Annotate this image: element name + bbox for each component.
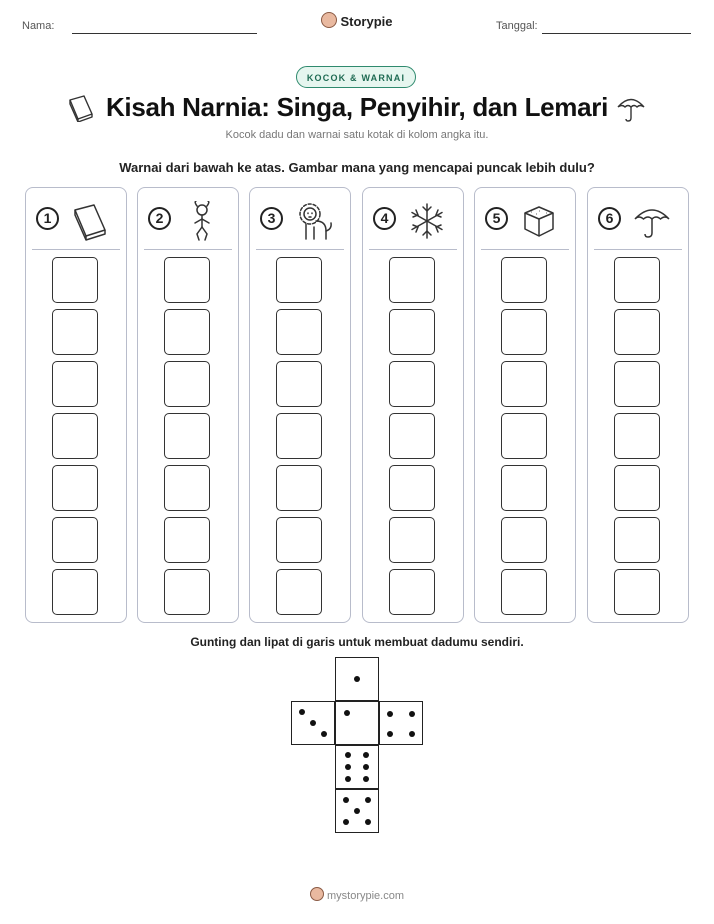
activity-badge: KOCOK & WARNAI [296, 66, 416, 88]
umbrella-icon [632, 201, 672, 241]
color-box[interactable] [52, 309, 98, 355]
color-box[interactable] [389, 569, 435, 615]
column-1 [25, 187, 127, 623]
color-box[interactable] [52, 517, 98, 563]
color-box[interactable] [614, 569, 660, 615]
brand-logo [0, 12, 714, 29]
color-box[interactable] [501, 257, 547, 303]
color-box[interactable] [614, 517, 660, 563]
color-box[interactable] [501, 361, 547, 407]
color-box[interactable] [501, 517, 547, 563]
turkish-delight-icon [519, 201, 559, 241]
color-box[interactable] [164, 361, 210, 407]
faun-icon [182, 201, 222, 241]
column-number: 5 [485, 207, 508, 230]
column-number: 3 [260, 207, 283, 230]
color-box[interactable] [276, 413, 322, 459]
date-line[interactable] [542, 33, 691, 34]
color-box[interactable] [614, 361, 660, 407]
color-box[interactable] [501, 569, 547, 615]
die-face-4 [379, 701, 423, 745]
color-box[interactable] [389, 361, 435, 407]
lion-icon [294, 201, 334, 241]
instruction-text: Warnai dari bawah ke atas. Gambar mana yang mencapai puncak lebih dulu? [119, 160, 595, 175]
color-box[interactable] [501, 309, 547, 355]
column-divider [594, 249, 682, 250]
color-box[interactable] [276, 257, 322, 303]
color-box[interactable] [501, 413, 547, 459]
color-box[interactable] [614, 413, 660, 459]
date-label: Tanggal: [496, 20, 538, 32]
column-4 [362, 187, 464, 623]
color-box[interactable] [52, 413, 98, 459]
storypie-mascot-icon [310, 887, 324, 901]
storypie-mascot-icon [321, 12, 337, 28]
column-number: 4 [373, 207, 396, 230]
column-2 [137, 187, 239, 623]
color-box[interactable] [389, 257, 435, 303]
snowflake-icon [407, 201, 447, 241]
color-box[interactable] [52, 257, 98, 303]
column-divider [256, 249, 344, 250]
color-box[interactable] [164, 465, 210, 511]
color-box[interactable] [614, 465, 660, 511]
color-box[interactable] [52, 569, 98, 615]
color-box[interactable] [614, 309, 660, 355]
color-box[interactable] [164, 517, 210, 563]
color-box[interactable] [389, 309, 435, 355]
column-number: 1 [36, 207, 59, 230]
column-3 [249, 187, 351, 623]
column-5 [474, 187, 576, 623]
color-box[interactable] [164, 569, 210, 615]
color-box[interactable] [276, 309, 322, 355]
name-line[interactable] [72, 33, 257, 34]
color-box[interactable] [52, 465, 98, 511]
page-subtitle: Kocok dadu dan warnai satu kotak di kolom angka itu. [225, 129, 489, 141]
column-divider [32, 249, 120, 250]
column-number: 2 [148, 207, 171, 230]
color-box[interactable] [276, 465, 322, 511]
color-box[interactable] [164, 413, 210, 459]
column-divider [144, 249, 232, 250]
color-box[interactable] [389, 465, 435, 511]
column-number: 6 [598, 207, 621, 230]
color-box[interactable] [52, 361, 98, 407]
name-label: Nama: [22, 20, 55, 32]
die-face-6 [335, 745, 379, 789]
color-box[interactable] [389, 413, 435, 459]
die-face-5 [335, 789, 379, 833]
die-instruction: Gunting dan lipat di garis untuk membuat dadumu sendiri. [190, 635, 524, 649]
column-divider [369, 249, 457, 250]
color-box[interactable] [276, 569, 322, 615]
color-box[interactable] [614, 257, 660, 303]
book-icon [70, 201, 110, 241]
page-title: Kisah Narnia: Singa, Penyihir, dan Lemari [105, 92, 609, 122]
column-6 [587, 187, 689, 623]
umbrella-icon [616, 94, 646, 122]
color-box[interactable] [501, 465, 547, 511]
color-box[interactable] [276, 361, 322, 407]
column-divider [481, 249, 569, 250]
die-face-1 [335, 657, 379, 701]
die-face-1-center [335, 701, 379, 745]
footer-url[interactable]: mystorypie.com [326, 890, 405, 902]
die-face-3 [291, 701, 335, 745]
footer [0, 887, 714, 902]
color-box[interactable] [389, 517, 435, 563]
brand-name: Storypie [340, 14, 393, 29]
color-box[interactable] [164, 309, 210, 355]
color-box[interactable] [164, 257, 210, 303]
color-box[interactable] [276, 517, 322, 563]
